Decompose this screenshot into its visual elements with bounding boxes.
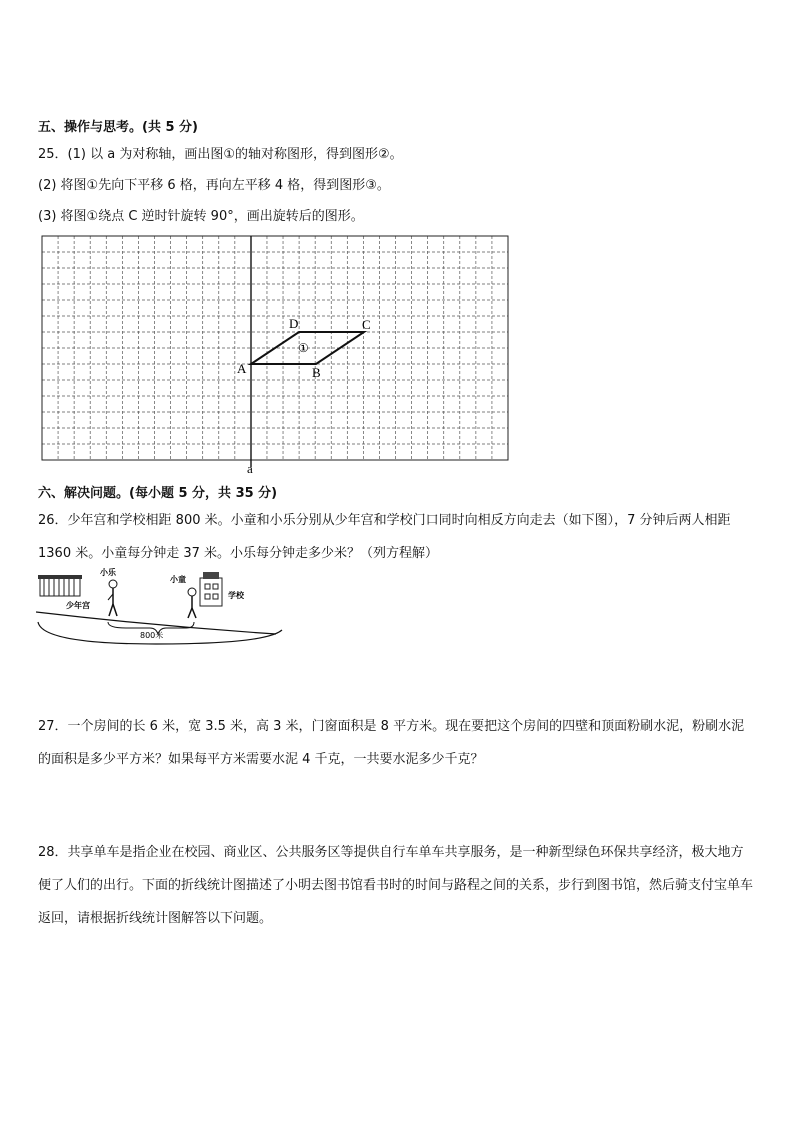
question-25-part-3: (3) 将图①绕点 C 逆时针旋转 90°，画出旋转后的图形。 [38,209,364,224]
school-icon [200,572,222,606]
label-xiaotong: 小童 [170,575,186,584]
person-xiaole-icon [108,580,117,616]
section-six-heading: 六、解决问题。(每小题 5 分，共 35 分) [38,486,278,501]
section-five-heading: 五、操作与思考。(共 5 分) [38,120,198,135]
axis-label-a: a [247,461,253,474]
point-label-a: A [237,361,247,376]
scene-svg [36,564,286,646]
grid-svg [40,234,515,474]
question-27: 27．一个房间的长 6 米，宽 3.5 米，高 3 米，门窗面积是 8 平方米。现在要把这个房间的四壁和顶面粉刷水泥，粉刷水泥的面积是多少平方米？如果每平方米需要水泥 4 千克，一共要水泥多少千克？ [38,719,745,767]
question-25-part-1: 25．(1) 以 a 为对称轴，画出图①的轴对称图形，得到图形②。 [38,147,403,162]
youth-palace-icon [38,575,82,596]
grid-figure [40,234,515,474]
point-label-b: B [312,365,321,380]
scene-illustration [36,564,286,646]
shape-label-1: ① [298,341,309,355]
question-25-part-2: (2) 将图①先向下平移 6 格，再向左平移 4 格，得到图形③。 [38,178,390,193]
question-26: 26．少年宫和学校相距 800 米。小童和小乐分别从少年宫和学校门口同时向相反方向走去（如下图），7 分钟后两人相距 1360 米。小童每分钟走 37 米。小乐每分钟走多少米？（列方程解） [38,513,731,561]
question-28: 28．共享单车是指企业在校园、商业区、公共服务区等提供自行车单车共享服务，是一种新型绿色环保共享经济，极大地方便了人们的出行。下面的折线统计图描述了小明去图书馆看书时的时间与路程之间的关系，步行到图书馆，然后骑支付宝单车返回，请根据折线统计图解答以下问题。 [38,845,754,926]
label-xiaole: 小乐 [100,568,116,577]
point-label-c: C [362,317,371,332]
label-school: 学校 [228,591,244,600]
label-youth-palace: 少年宫 [66,601,90,610]
point-label-d: D [289,316,299,331]
label-distance: 800米 [140,631,164,640]
person-xiaotong-icon [188,588,196,618]
